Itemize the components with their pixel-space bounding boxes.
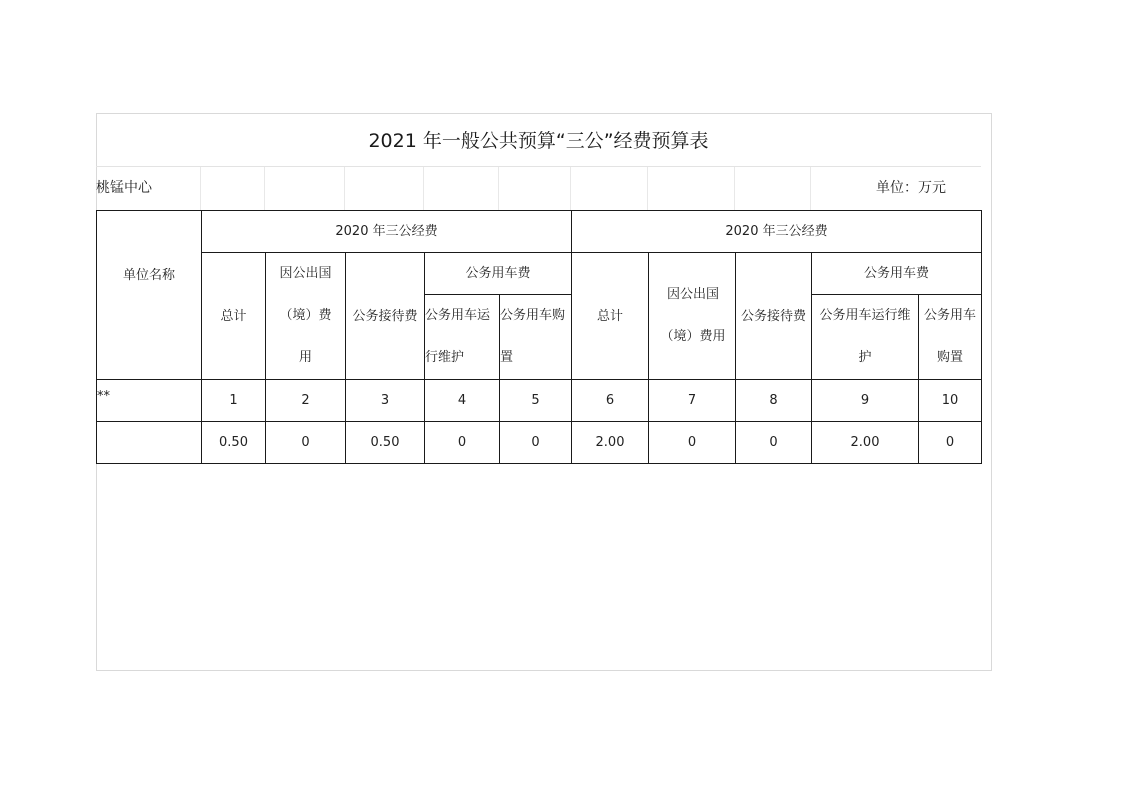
page-title bbox=[96, 113, 981, 167]
index-cell: 5 bbox=[500, 380, 572, 422]
index-cell: 2 bbox=[266, 380, 346, 422]
unit-label: 单位：万元 bbox=[876, 180, 946, 196]
meta-cell bbox=[499, 167, 571, 210]
header-group-right: 2020 年三公经费 bbox=[572, 211, 982, 253]
data-row-label bbox=[97, 422, 202, 464]
index-cell: 3 bbox=[346, 380, 425, 422]
header-right-reception: 公务接待费 bbox=[736, 253, 812, 380]
index-row bbox=[97, 380, 982, 422]
header-row-1 bbox=[97, 211, 982, 253]
value-cell: 0 bbox=[919, 422, 982, 464]
meta-cell bbox=[265, 167, 345, 210]
header-left-reception: 公务接待费 bbox=[346, 253, 425, 380]
header-left-abroad: 因公出国（境）费用 bbox=[266, 253, 346, 380]
value-cell: 0 bbox=[736, 422, 812, 464]
unit-name: 桃锰中心 bbox=[96, 180, 152, 196]
index-cell: 9 bbox=[812, 380, 919, 422]
index-cell: 10 bbox=[919, 380, 982, 422]
meta-row bbox=[96, 167, 981, 210]
header-row-2 bbox=[97, 253, 982, 295]
meta-cell bbox=[201, 167, 265, 210]
header-right-vehicle-ops: 公务用车运行维护 bbox=[812, 295, 919, 380]
header-left-vehicle-buy: 公务用车购置 bbox=[500, 295, 572, 380]
meta-cell bbox=[571, 167, 648, 210]
header-left-total: 总计 bbox=[202, 253, 266, 380]
title-text: 2021 年一般公共预算“三公”经费预算表 bbox=[368, 130, 709, 152]
header-left-vehicle-ops: 公务用车运行维护 bbox=[425, 295, 500, 380]
header-right-total: 总计 bbox=[572, 253, 649, 380]
value-cell: 0 bbox=[425, 422, 500, 464]
header-right-abroad: 因公出国（境）费用 bbox=[649, 253, 736, 380]
index-cell: 1 bbox=[202, 380, 266, 422]
value-cell: 0 bbox=[266, 422, 346, 464]
budget-table bbox=[96, 210, 982, 464]
meta-cell bbox=[424, 167, 499, 210]
header-right-vehicle: 公务用车费 bbox=[812, 253, 982, 295]
value-cell: 2.00 bbox=[812, 422, 919, 464]
data-row bbox=[97, 422, 982, 464]
index-cell: 8 bbox=[736, 380, 812, 422]
meta-cell bbox=[648, 167, 735, 210]
header-unit-name: 单位名称 bbox=[97, 211, 202, 380]
value-cell: 0 bbox=[500, 422, 572, 464]
index-cell: 4 bbox=[425, 380, 500, 422]
header-right-vehicle-buy: 公务用车购置 bbox=[919, 295, 982, 380]
index-cell: 6 bbox=[572, 380, 649, 422]
header-group-left: 2020 年三公经费 bbox=[202, 211, 572, 253]
value-cell: 0.50 bbox=[346, 422, 425, 464]
value-cell: 0.50 bbox=[202, 422, 266, 464]
value-cell: 2.00 bbox=[572, 422, 649, 464]
index-row-label: ** bbox=[97, 380, 202, 422]
meta-cell bbox=[345, 167, 424, 210]
value-cell: 0 bbox=[649, 422, 736, 464]
header-left-vehicle: 公务用车费 bbox=[425, 253, 572, 295]
meta-cell bbox=[735, 167, 811, 210]
index-cell: 7 bbox=[649, 380, 736, 422]
